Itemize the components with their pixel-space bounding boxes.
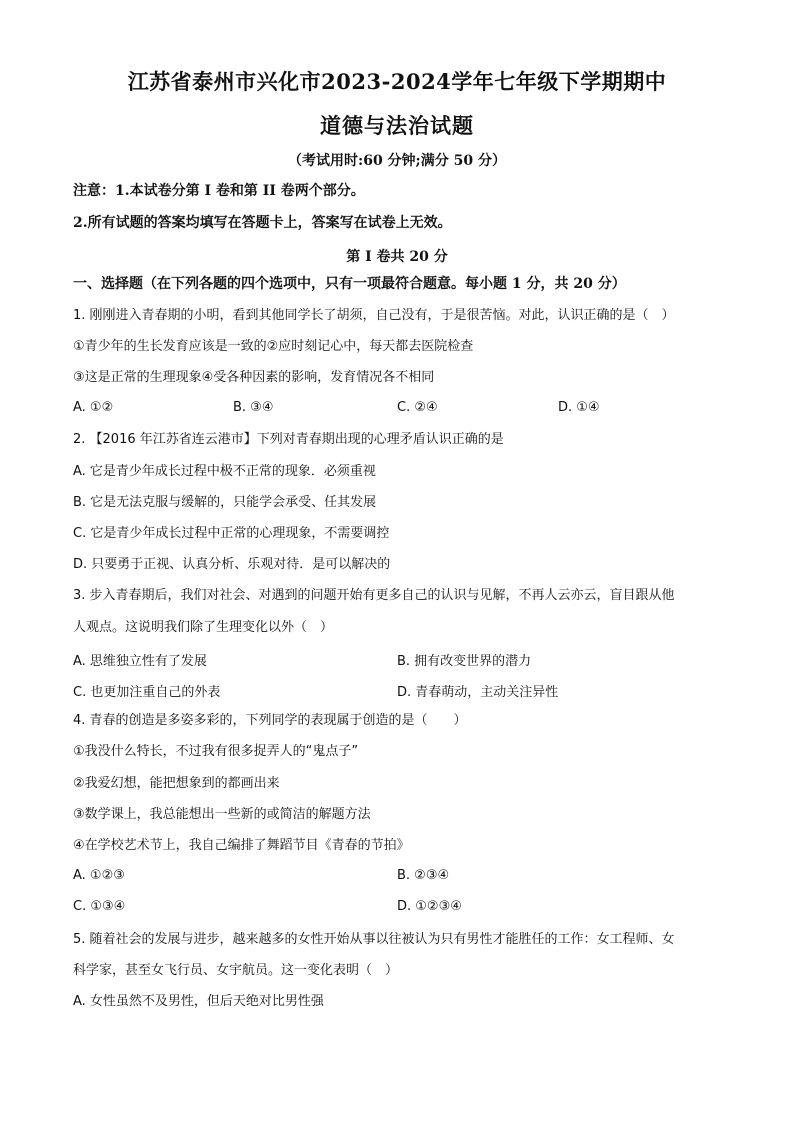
q5-option-a: A. 女性虽然不及男性，但后天绝对比男性强 (73, 994, 324, 1009)
q4-option-a: A. ①②③ (73, 868, 125, 883)
q3-option-d: D. 青春萌动，主动关注异性 (397, 685, 559, 700)
q1-option-c: C. ②④ (397, 400, 438, 415)
q4-statement-1: ①我没什么特长，不过我有很多捉弄人的“鬼点子” (73, 744, 359, 759)
exam-info: （考试用时:60 分钟;满分 50 分） (288, 153, 506, 169)
q4-option-b: B. ②③④ (397, 868, 450, 883)
q2-option-b: B. 它是无法克服与缓解的，只能学会承受、任其发展 (73, 495, 377, 510)
q5-stem-line-1: 5. 随着社会的发展与进步，越来越多的女性开始从事以往被认为只有男性才能胜任的工作：女工程师、女 (73, 932, 675, 947)
q1-statement-1: ①青少年的生长发育应该是一致的②应时刻记心中，每天都去医院检查 (73, 339, 474, 354)
q3-option-c: C. 也更加注重自己的外表 (73, 685, 221, 700)
q1-stem: 1. 刚刚进入青春期的小明，看到其他同学长了胡须，自己没有，于是很苦恼。对此，认识正确的是（ ） (73, 308, 675, 323)
q4-stem: 4. 青春的创造是多姿多彩的，下列同学的表现属于创造的是（ ） (73, 713, 467, 728)
q3-option-a: A. 思维独立性有了发展 (73, 654, 207, 669)
section-heading: 一、选择题（在下列各题的四个选项中，只有一项最符合题意。每小题 1 分，共 20 分） (73, 276, 626, 292)
q2-stem: 2. 【2016 年江苏省连云港市】下列对青春期出现的心理矛盾认识正确的是 (73, 432, 504, 447)
q3-stem-line-2: 人观点。这说明我们除了生理变化以外（ ） (73, 620, 334, 635)
exam-title: 江苏省泰州市兴化市2023-2024学年七年级下学期期中 (127, 69, 667, 94)
q5-stem-line-2: 科学家，甚至女飞行员、女宇航员。这一变化表明（ ） (73, 963, 399, 978)
q1-option-a: A. ①② (73, 400, 114, 415)
q3-option-b: B. 拥有改变世界的潜力 (397, 654, 532, 669)
note-1: 注意：1.本试卷分第 I 卷和第 II 卷两个部分。 (73, 183, 365, 199)
part-title: 第 I 卷共 20 分 (346, 249, 448, 265)
q4-option-c: C. ①③④ (73, 899, 126, 914)
q4-statement-4: ④在学校艺术节上，我自己编排了舞蹈节目《青春的节拍》 (73, 838, 410, 853)
note-2: 2.所有试题的答案均填写在答题卡上，答案写在试卷上无效。 (73, 215, 452, 231)
q4-statement-2: ②我爱幻想，能把想象到的都画出来 (73, 776, 280, 791)
q1-statement-2: ③这是正常的生理现象④受各种因素的影响，发育情况各不相同 (73, 370, 435, 385)
q4-statement-3: ③数学课上，我总能想出一些新的或简洁的解题方法 (73, 807, 371, 822)
q1-option-d: D. ①④ (558, 400, 600, 415)
q2-option-c: C. 它是青少年成长过程中正常的心理现象，不需要调控 (73, 526, 390, 541)
q1-option-b: B. ③④ (233, 400, 274, 415)
q3-stem-line-1: 3. 步入青春期后，我们对社会、对遇到的问题开始有更多自己的认识与见解，不再人云亦云，盲目跟从他 (73, 588, 675, 603)
q2-option-a: A. 它是青少年成长过程中极不正常的现象．必须重视 (73, 464, 376, 479)
q2-option-d: D. 只要勇于正视、认真分析、乐观对待．是可以解决的 (73, 557, 391, 572)
q4-option-d: D. ①②③④ (397, 899, 462, 914)
exam-subject-title: 道德与法治试题 (320, 113, 474, 138)
